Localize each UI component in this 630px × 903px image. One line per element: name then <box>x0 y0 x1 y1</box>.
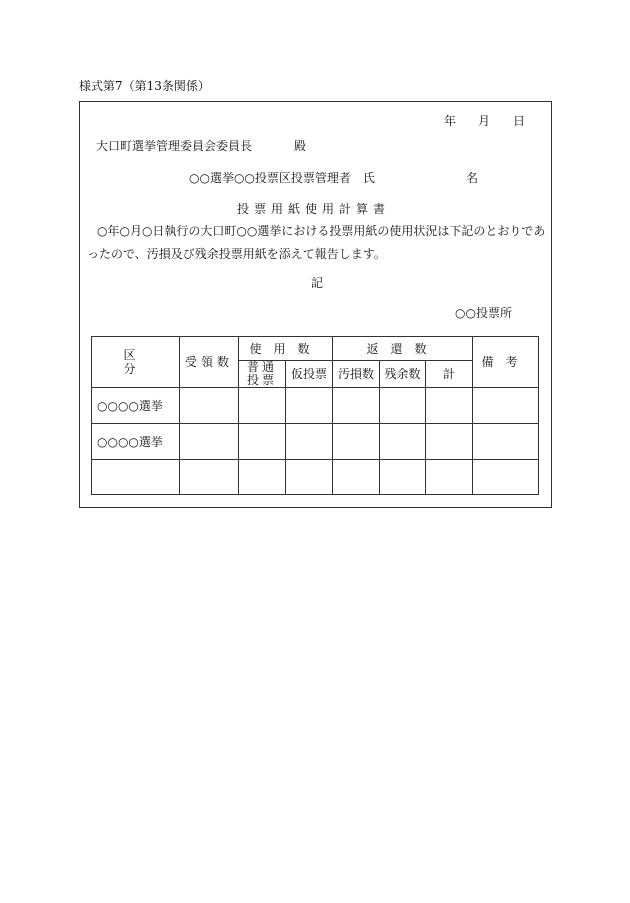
form-number-label: 様式第7（第13条関係） <box>79 79 210 93</box>
header-used-count: 使用数 <box>239 337 333 361</box>
honorific: 殿 <box>294 139 307 153</box>
row-label: ○○○○選挙 <box>92 424 180 460</box>
header-damaged-count: 汚損数 <box>333 361 380 388</box>
cell <box>473 388 539 424</box>
cell <box>239 388 286 424</box>
cell <box>180 424 239 460</box>
cell <box>426 424 473 460</box>
header-total: 計 <box>426 361 473 388</box>
header-received-count: 受領数 <box>180 337 239 388</box>
cell <box>426 460 473 495</box>
cell <box>380 424 426 460</box>
table-row <box>92 388 539 424</box>
polling-station: ○○投票所 <box>455 306 512 320</box>
table-row <box>92 460 539 495</box>
table-row <box>92 424 539 460</box>
sender-line: ○○選挙○○投票区投票管理者 氏 <box>189 171 375 185</box>
header-regular-vote: 普通投票 <box>239 361 286 388</box>
document-title: 投票用紙使用計算書 <box>237 202 391 216</box>
cell <box>473 424 539 460</box>
cell <box>239 424 286 460</box>
cell <box>180 388 239 424</box>
date-month-label: 月 <box>478 114 491 128</box>
cell <box>239 460 286 495</box>
header-remaining-count: 残余数 <box>380 361 426 388</box>
header-remarks: 備考 <box>473 337 539 388</box>
cell <box>333 460 380 495</box>
header-kubun: 区 分 <box>92 337 180 388</box>
addressee: 大口町選挙管理委員会委員長 <box>96 139 253 153</box>
ki-heading: 記 <box>311 276 324 290</box>
date-year-label: 年 <box>444 114 457 128</box>
cell <box>380 460 426 495</box>
cell <box>333 388 380 424</box>
cell <box>380 388 426 424</box>
cell <box>180 460 239 495</box>
cell <box>473 460 539 495</box>
cell <box>333 424 380 460</box>
cell <box>426 388 473 424</box>
cell <box>286 424 333 460</box>
sender-name-mark: 名 <box>466 171 479 185</box>
usage-calculation-table <box>91 336 539 495</box>
cell <box>286 460 333 495</box>
row-label <box>92 460 180 495</box>
header-returned-count: 返還数 <box>333 337 473 361</box>
body-paragraph: ○年○月○日執行の大口町○○選挙における投票用紙の使用状況は下記のとおりであったので、汚損及び残余投票用紙を添えて報告します。 <box>87 224 546 261</box>
cell <box>286 388 333 424</box>
row-label: ○○○○選挙 <box>92 388 180 424</box>
header-provisional-vote: 仮投票 <box>286 361 333 388</box>
date-day-label: 日 <box>513 114 526 128</box>
